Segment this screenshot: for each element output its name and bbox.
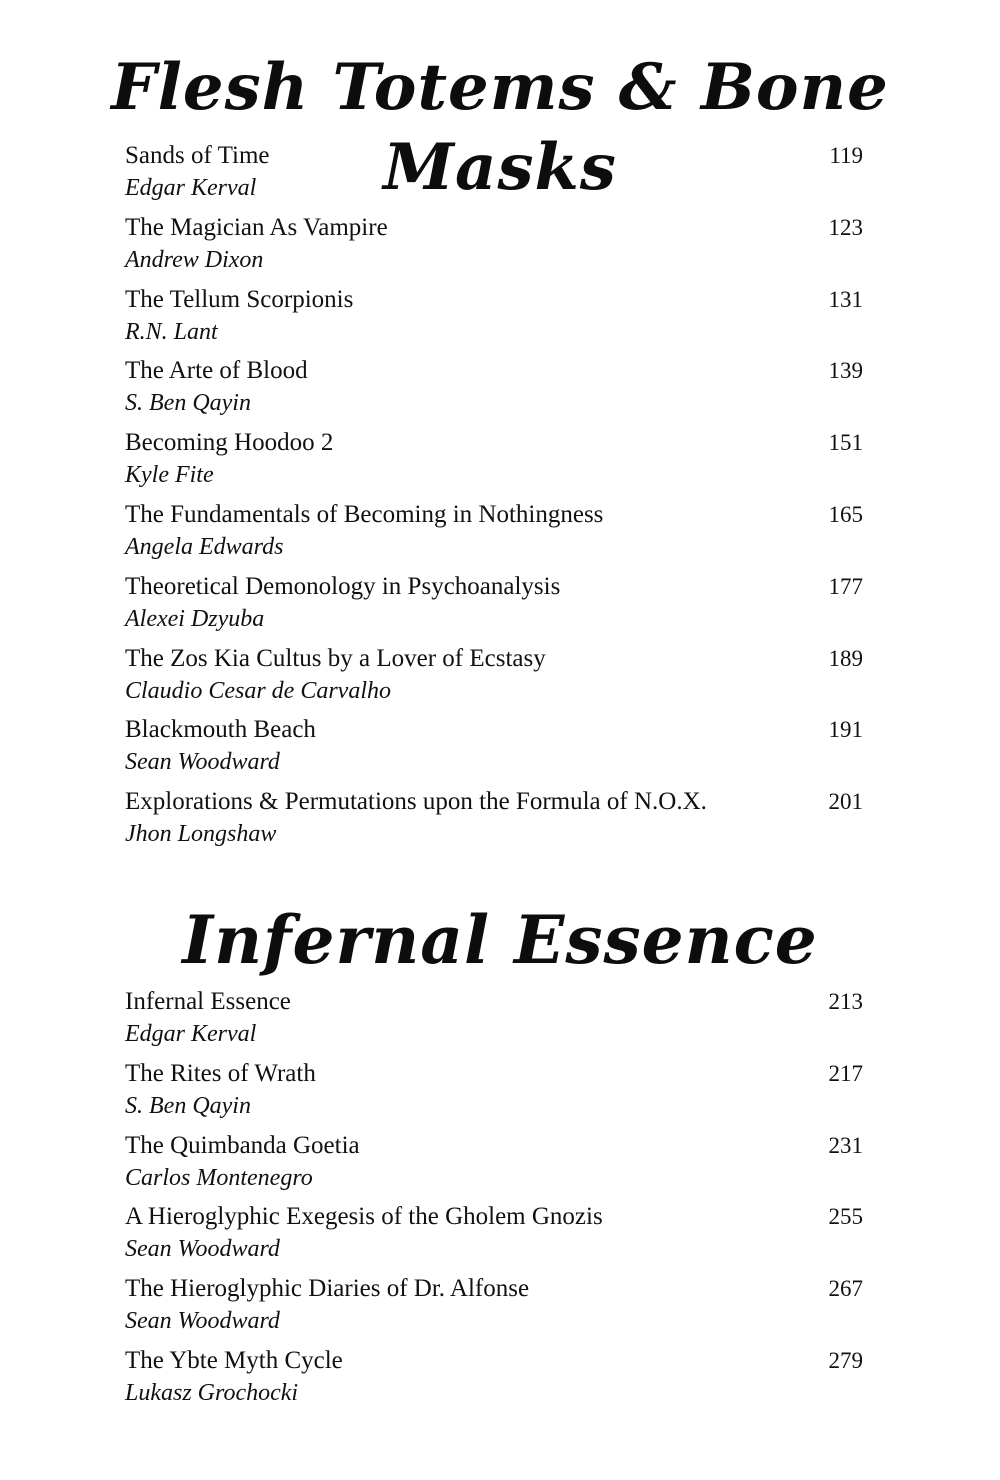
toc-entry	[125, 713, 865, 785]
entry-author: R.N. Lant	[125, 318, 218, 345]
entry-title: Explorations & Permutations upon the Formula of N.O.X.	[125, 788, 707, 816]
toc-entry	[125, 211, 865, 283]
toc-entry	[125, 1129, 865, 1201]
entry-author: Kyle Fite	[125, 462, 214, 489]
entry-title: The Quimbanda Goetia	[125, 1131, 360, 1159]
entry-title: The Magician As Vampire	[125, 213, 388, 241]
entry-page-number: 151	[828, 430, 863, 456]
entry-author: Andrew Dixon	[125, 246, 264, 273]
entry-author: Alexei Dzyuba	[125, 605, 265, 632]
toc-entry	[125, 139, 865, 211]
entry-title: Blackmouth Beach	[125, 716, 316, 744]
entry-title: The Ybte Myth Cycle	[125, 1346, 343, 1374]
section-title: Infernal Essence	[182, 901, 818, 979]
entry-author: S. Ben Qayin	[125, 390, 251, 417]
entry-page-number: 231	[828, 1132, 863, 1158]
entry-title: Infernal Essence	[125, 988, 291, 1015]
entry-title: The Arte of Blood	[125, 357, 308, 385]
toc-entry	[125, 283, 865, 355]
entry-title: Sands of Time	[125, 142, 270, 169]
entry-author: Claudio Cesar de Carvalho	[125, 677, 392, 704]
entry-author: Sean Woodward	[125, 749, 280, 776]
entry-page-number: 177	[828, 573, 863, 599]
entry-title: The Zos Kia Cultus by a Lover of Ecstasy	[125, 644, 546, 672]
toc-entry	[125, 354, 865, 426]
entry-author: Sean Woodward	[125, 1236, 280, 1263]
toc-entry	[125, 1272, 865, 1344]
entry-title: The Rites of Wrath	[125, 1059, 316, 1087]
entry-page-number: 279	[828, 1347, 863, 1373]
entry-page-number: 131	[828, 286, 863, 312]
entry-page-number: 255	[828, 1204, 863, 1230]
toc-entry	[125, 785, 865, 857]
entry-author: Edgar Kerval	[125, 175, 257, 201]
entry-author: Lukasz Grochocki	[125, 1379, 299, 1406]
entry-title: The Tellum Scorpionis	[125, 285, 354, 313]
entry-page-number: 165	[828, 501, 863, 527]
entry-page-number: 191	[828, 717, 863, 743]
entry-author: Jhon Longshaw	[125, 821, 277, 848]
toc-entry	[125, 1200, 865, 1272]
toc-entry	[125, 1057, 865, 1129]
entry-page-number: 123	[828, 214, 863, 240]
toc-entry	[125, 426, 865, 498]
entry-author: Sean Woodward	[125, 1308, 280, 1335]
entry-title: Becoming Hoodoo 2	[125, 429, 334, 457]
entry-title: The Fundamentals of Becoming in Nothingness	[125, 500, 604, 528]
entry-page-number: 139	[828, 358, 863, 384]
toc-list	[125, 139, 865, 857]
toc-list	[125, 985, 865, 1416]
section-title: Flesh Totems & Bone Masks	[111, 50, 889, 205]
entry-page-number: 267	[828, 1276, 863, 1302]
entry-page-number: 201	[828, 789, 863, 815]
entry-title: The Hieroglyphic Diaries of Dr. Alfonse	[125, 1275, 530, 1303]
entry-author: Edgar Kerval	[125, 1021, 257, 1047]
entry-author: S. Ben Qayin	[125, 1092, 251, 1119]
entry-author: Angela Edwards	[125, 533, 284, 560]
toc-entry	[125, 570, 865, 642]
toc-entry	[125, 642, 865, 714]
toc-entry	[125, 1344, 865, 1416]
entry-page-number: 217	[828, 1060, 863, 1086]
entry-title: Theoretical Demonology in Psychoanalysis	[125, 572, 561, 600]
entry-author: Carlos Montenegro	[125, 1164, 313, 1191]
entry-page-number: 189	[828, 645, 863, 671]
entry-page-number: 213	[828, 989, 863, 1014]
entry-title: A Hieroglyphic Exegesis of the Gholem Gnozis	[125, 1203, 603, 1231]
toc-entry	[125, 985, 865, 1057]
entry-page-number: 119	[829, 143, 863, 168]
toc-entry	[125, 498, 865, 570]
